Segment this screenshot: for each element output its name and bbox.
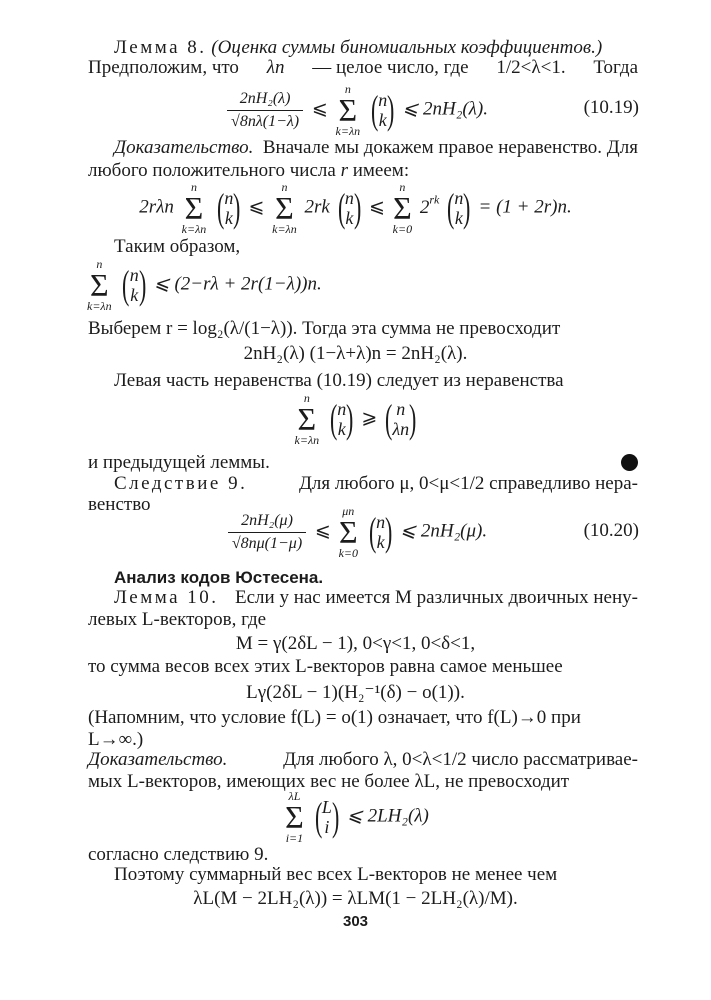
proof-line1: Доказательство. Вначале мы докажем правое неравенство. Для: [114, 137, 638, 158]
lemma10-equation: M = γ(2δL − 1), 0<γ<1, 0<δ<1,: [235, 633, 476, 654]
lemma8-title: Лемма 8.: [114, 37, 207, 58]
proof2-equation: λL Σ i=1 ( L i ) ⩽ 2LH₂(λ): [285, 789, 429, 846]
lemma8-line2: Предположим, что λn — целое число, где 1/2<λ<1. Тогда: [88, 57, 638, 78]
proof-word: Доказательство.: [114, 137, 254, 158]
sum-sign: n Σ k=λn: [335, 82, 361, 139]
note-line1: (Напомним, что условие f(L) = o(1) означает, что f(L)→0 при: [88, 707, 581, 728]
equation-2: 2rλn n Σ k=λn ( n k ) ⩽ n Σ k=λn 2rk ( n k ) ⩽ n Σ k=0 $2^{rk}$ ( n k ) = (1 + 2r)n.: [139, 180, 572, 237]
equation-number: (10.20): [583, 520, 639, 541]
final-equation: λL(M − 2LH₂(λ)) = λLM(1 − 2LH₂(λ)/M).: [193, 888, 518, 909]
prev-lemma-text: и предыдущей леммы.: [88, 452, 270, 473]
equation-10-20: $\frac{\text{2nH₂(μ)}}{√8n\mu(1-\mu)}$ ⩽ μn Σ k=0 ( n k ) ⩽ 2nH₂(μ).: [0, 505, 711, 559]
proof-word: Доказательство.: [88, 749, 228, 770]
lemma10-line1: Лемма 10. Если у нас имеется M различных двоичных нену-: [114, 587, 638, 608]
equation-3: n Σ k=λn ( n k ) ⩽ (2−rλ + 2r(1−λ))n.: [87, 257, 322, 314]
inequality: n Σ k=λn ( n k ) ⩾ ( n λn ): [294, 391, 417, 448]
section-heading: Анализ кодов Юстесена.: [114, 568, 324, 587]
proof2-line1: Доказательство. Для любого λ, 0<λ<1/2 число рассматривае-: [88, 749, 638, 770]
proof-line2: любого положительного числа r имеем:: [88, 160, 410, 181]
end-of-proof-mark: [621, 454, 638, 471]
choose-equation: 2nH₂(λ) (1−λ+λ)n = 2nH₂(λ).: [243, 343, 468, 364]
equation-10-19: $\frac{\text{2nH₂(λ)}}{√8n\lambda(1-\lambda)}$ ⩽ n Σ k=λn ( n k ) ⩽ 2nH₂(λ).: [0, 83, 711, 137]
thus-text: Таким образом,: [114, 236, 241, 257]
lemma8-subtitle: (Оценка суммы биномиальных коэффициентов.): [211, 37, 603, 58]
corollary9-line1: Следствие 9. Для любого μ, 0<μ<1/2 справедливо нера-: [114, 473, 638, 494]
corollary9-title: Следствие 9.: [114, 473, 248, 494]
page-number: 303: [342, 913, 369, 930]
fraction: $\frac{\text{2nH₂(λ)}}{√8n\lambda(1-\lambda)}$: [227, 90, 303, 131]
left-part-line: Левая часть неравенства (10.19) следует из неравенства: [114, 370, 564, 391]
lemma10-title: Лемма 10.: [114, 587, 219, 608]
lemma10-equation-2: Lγ(2δL − 1)(H₂⁻¹(δ) − o(1)).: [246, 682, 465, 703]
equation-number: (10.19): [583, 97, 639, 118]
binomial: ( n k ): [370, 87, 395, 133]
choose-line: Выберем r = log₂(λ/(1−λ)). Тогда эта сумма не превосходит: [88, 318, 561, 339]
